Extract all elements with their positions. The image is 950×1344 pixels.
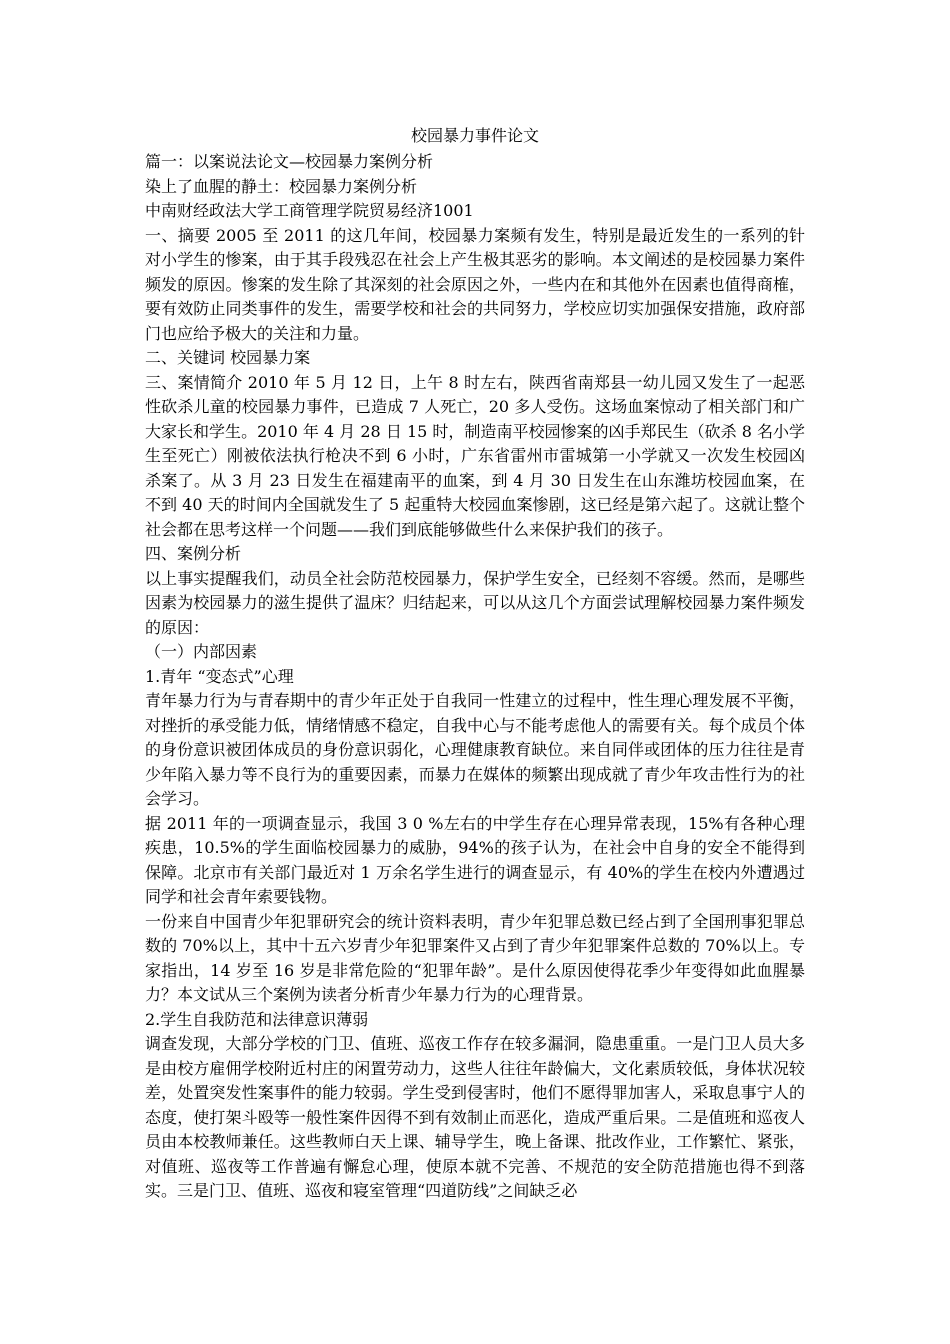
body-paragraph: 一份来自中国青少年犯罪研究会的统计资料表明，青少年犯罪总数已经占到了全国刑事犯罪总数的 70%以上，其中十五六岁青少年犯罪案件又占到了青少年犯罪案件总数的 70%以上。专家指出，14 岁至 16 岁是非常危险的“犯罪年龄”。是什么原因使得花季少年变得如此血腥暴力？本文试从三个案例为读者分析青少年暴力行为的心理背景。 bbox=[145, 911, 805, 1004]
body-paragraph: 调查发现，大部分学校的门卫、值班、巡夜工作存在较多漏洞，隐患重重。一是门卫人员大多是由校方雇佣学校附近村庄的闲置劳动力，这些人往往年龄偏大，文化素质较低，身体状况较差，处置突发性案事件的能力较弱。学生受到侵害时，他们不愿得罪加害人，采取息事宁人的态度，使打架斗殴等一般性案件因得不到有效制止而恶化，造成严重后果。二是值班和巡夜人员由本校教师兼任。这些教师白天上课、辅导学生，晚上备课、批改作业，工作繁忙、紧张，对值班、巡夜等工作普遍有懈怠心理，使原本就不完善、不规范的安全防范措施也得不到落实。三是门卫、值班、巡夜和寝室管理“四道防线”之间缺乏必 bbox=[145, 1034, 805, 1200]
document-title: 校园暴力事件论文 bbox=[410, 126, 539, 145]
body-line: 1.青年 “变态式”心理 bbox=[145, 666, 294, 686]
document-body bbox=[145, 150, 805, 1204]
body-paragraph: 据 2011 年的一项调查显示，我国 3 0 %左右的中学生存在心理异常表现，15%有各种心理疾患，10.5%的学生面临校园暴力的威胁，94%的孩子认为，在社会中自身的安全不能得到保障。北京市有关部门最近对 1 万余名学生进行的调查显示，有 40%的学生在校内外遭遇过同学和社会青年索要钱物。 bbox=[145, 813, 805, 906]
document-page bbox=[145, 124, 805, 1204]
body-line: 中南财经政法大学工商管理学院贸易经济1001 bbox=[145, 201, 474, 220]
body-line: 二、关键词 校园暴力案 bbox=[145, 348, 311, 367]
body-paragraph: 三、案情简介 2010 年 5 月 12 日，上午 8 时左右，陕西省南郑县一幼儿园又发生了一起恶性砍杀儿童的校园暴力事件，已造成 7 人死亡，20 多人受伤。这场血案惊动了相关部门和广大家长和学生。2010 年 4 月 28 日 15 时，制造南平校园惨案的凶手郑民生（砍杀 8 名小学生至死亡）刚被依法执行枪决不到 6 小时，广东省雷州市雷城第一小学就又一次发生校园凶杀案了。从 3 月 23 日发生在福建南平的血案，到 4 月 30 日发生在山东潍坊校园血案，在不到 40 天的时间内全国就发生了 5 起重特大校园血案惨剧，这已经是第六起了。这就让整个社会都在思考这样一个问题——我们到底能够做些什么来保护我们的孩子。 bbox=[145, 372, 805, 539]
body-paragraph: 青年暴力行为与青春期中的青少年正处于自我同一性建立的过程中，性生理心理发展不平衡，对挫折的承受能力低，情绪情感不稳定，自我中心与不能考虑他人的需要有关。每个成员个体的身份意识被团体成员的身份意识弱化，心理健康教育缺位。来自同伴或团体的压力往往是青少年陷入暴力等不良行为的重要因素，而暴力在媒体的频繁出现成就了青少年攻击性行为的社会学习。 bbox=[145, 691, 805, 808]
body-line: 染上了血腥的静土：校园暴力案例分析 bbox=[145, 176, 418, 196]
body-line: 四、案例分析 bbox=[145, 544, 242, 563]
body-line: 2.学生自我防范和法律意识薄弱 bbox=[145, 1009, 369, 1029]
body-paragraph: 以上事实提醒我们，动员全社会防范校园暴力，保护学生安全，已经刻不容缓。然而，是哪些因素为校园暴力的滋生提供了温床？归结起来，可以从这几个方面尝试理解校园暴力案件频发的原因： bbox=[145, 568, 805, 637]
body-line: （一）内部因素 bbox=[145, 642, 258, 661]
body-line: 篇一：以案说法论文—校园暴力案例分析 bbox=[145, 152, 434, 171]
body-paragraph: 一、摘要 2005 至 2011 的这几年间，校园暴力案频有发生，特别是最近发生的一系列的针对小学生的惨案，由于其手段残忍在社会上产生极其恶劣的影响。本文阐述的是校园暴力案件频发的原因。惨案的发生除了其深刻的社会原因之外，一些内在和其他外在因素也值得商榷，要有效防止同类事件的发生，需要学校和社会的共同努力，学校应切实加强保安措施，政府部门也应给予极大的关注和力量。 bbox=[145, 225, 805, 343]
